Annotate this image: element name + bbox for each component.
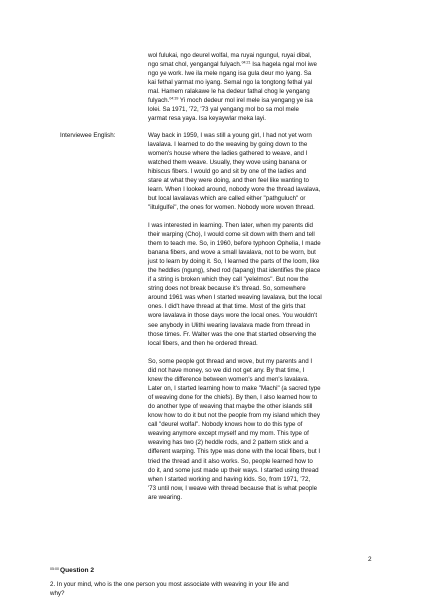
text-line: their warping (Cho), I would come sit down with them and tell <box>148 231 315 239</box>
text-line: wore lavalava in those days wore the local ones. You wouldn't <box>148 312 318 320</box>
text-line: do it, and some just made up their ways. I started using thread <box>148 466 319 474</box>
text-line: did not have money, so we did not get any. By that time, I <box>148 367 305 375</box>
page-number: 2 <box>368 556 372 563</box>
text-line: string does not break because it's thread. So, somewhere <box>148 285 306 293</box>
text-line: just to learn by doing it. So, I learned the parts of the loom, like <box>148 258 320 266</box>
text-line: fulyach.$^{04:39}$ Yi moch dedeur mol irel mele isa yengang ye isa <box>148 96 313 105</box>
speaker-label: Interviewee English: <box>60 132 116 139</box>
text-line: yarmat resa yaya. Isa keyaywlar meka layi. <box>148 115 266 123</box>
text-line: see anybody in Ulithi wearing lavalava made from thread in <box>148 321 310 329</box>
text-line: Later on, I started learning how to make "Machi" (a sacred type <box>148 385 321 393</box>
text-line: ones. I did't have thread at that time. Most of the girls that <box>148 303 306 311</box>
text-line: call "deurel wolfal". Nobody knows how to do this type of <box>148 421 303 429</box>
text-line: do another type of weaving that maybe the other islands still <box>148 403 313 411</box>
text-line: lavalava. I learned to do the weaving by going down to the <box>148 141 308 149</box>
text-line: local fibers, and then he ordered thread. <box>148 339 258 347</box>
english-paragraph-2 <box>148 221 382 348</box>
question-title: Question 2 <box>60 567 95 574</box>
text-line: ngo ye work. Iwe ila mele ngang isa gula deur mo iyang. Sa <box>148 70 312 78</box>
text-line: mal. Hamem ralakawe le ha dedeur fathal chog le yengang <box>148 88 310 96</box>
timecode: 04:39 <box>169 96 179 101</box>
text-line: watched them weave. Usually, they wove using banana or <box>148 159 307 167</box>
text-line: different warping. This type was done with the local fibers, but I <box>148 448 321 456</box>
timecode: 05:00 <box>50 566 59 571</box>
text-line: if a string is broken which they call "yelelmos". But now the <box>148 276 309 284</box>
question-heading <box>50 566 94 575</box>
text-line: weaving has two (2) heddle rods, and 2 pattern stick and a <box>148 439 309 447</box>
text-line: lolei. Sa 1971, '72, '73 yal yengang mol bo sa mol mele <box>148 106 299 114</box>
text-line: banana fibers, and wove a small lavalava, not to be worn, but <box>148 249 316 257</box>
timecode: 04:21 <box>241 60 251 65</box>
text-line: stare at what they were doing, and then feel like wanting to <box>148 177 309 185</box>
text-line: So, some people got thread and wove, but my parents and I <box>148 358 313 365</box>
text-line: them to teach me. So, in 1960, before typhoon Ophelia, I made <box>148 240 321 248</box>
english-paragraph-1 <box>148 131 382 212</box>
text-line: I was interested in learning. Then later, when my parents did <box>148 222 313 229</box>
text-line: of weaving done for the chiefs). By then, I also learned how to <box>148 394 318 402</box>
text-line: why? <box>50 590 65 598</box>
text-line: hibiscus fibers. I would go and sit by one of the ladies and <box>148 168 307 176</box>
text-line: those times. Fr. Walter was the one that started observing the <box>148 330 317 338</box>
text-line: kai fethal yarmat mo iyang. Semal ngo la tongtong fethal yal <box>148 79 313 87</box>
text-line: learn. When I looked around, nobody wore the thread lavalava, <box>148 186 321 194</box>
native-language-text <box>148 51 382 123</box>
text-line: when I started working and having kids. So, from 1971, '72, <box>148 475 311 483</box>
text-line: are wearing. <box>148 493 183 501</box>
text-line: but local lavalavas which are called either "pathguluch" or <box>148 195 306 203</box>
text-line: Way back in 1959, I was still a young girl, I had not yet worn <box>148 132 312 139</box>
text-line: know how to do it but not the people from my island which they <box>148 412 320 420</box>
text-line: wol fulukai, ngo deurel wolfal, ma ruyai ngungul, ruyai dibal, <box>148 52 312 59</box>
text-line: tried the thread and it also works. So, people learned how to <box>148 457 313 465</box>
text-line: "iltulgulfei", the ones for women. Nobody wore woven thread. <box>148 204 315 212</box>
text-line: around 1961 was when I started weaving lavalava, but the local <box>148 294 322 302</box>
text-line: ngo smat chol, yengangal fulyach.$^{04:21}$ Isa hagela ngal mol iwe <box>148 60 317 69</box>
text-line: 2. In your mind, who is the one person you most associate with weaving in your life and <box>50 581 289 588</box>
text-line: knew the difference between women's and men's lavalava. <box>148 376 309 384</box>
text-line: women's house where the ladies gathered to weave, and I <box>148 150 308 158</box>
text-line: '73 until now, I weave with thread because that is what people <box>148 484 318 492</box>
english-paragraph-3 <box>148 357 382 502</box>
text-line: weaving anymore except myself and my mom. This type of <box>148 430 309 438</box>
question-text <box>50 580 372 598</box>
text-line: the heddles (ngung), shed rod (tapang) that identifies the place <box>148 267 321 275</box>
